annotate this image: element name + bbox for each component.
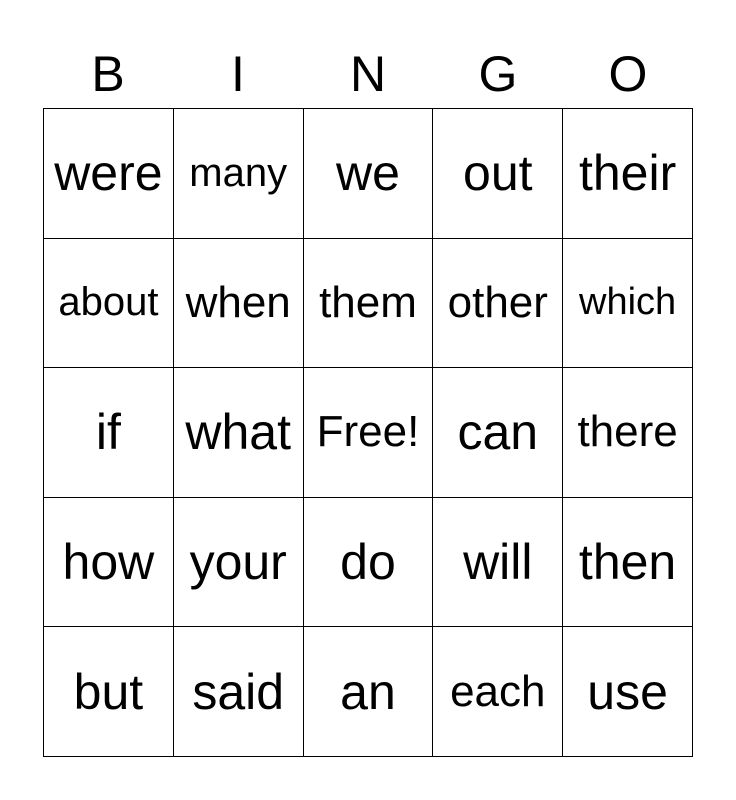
header-letter-n: N bbox=[349, 46, 387, 102]
bingo-board bbox=[43, 108, 693, 757]
bingo-cell: but bbox=[44, 627, 174, 757]
bingo-cell: will bbox=[433, 498, 563, 628]
bingo-cell: if bbox=[44, 368, 174, 498]
bingo-cell: then bbox=[563, 498, 693, 628]
header-letter-g: G bbox=[478, 46, 518, 102]
free-space-cell: Free! bbox=[304, 368, 434, 498]
bingo-cell: out bbox=[433, 109, 563, 239]
bingo-cell: can bbox=[433, 368, 563, 498]
bingo-cell: an bbox=[304, 627, 434, 757]
header-letter-b: B bbox=[91, 46, 125, 102]
bingo-cell: we bbox=[304, 109, 434, 239]
bingo-cell: what bbox=[174, 368, 304, 498]
bingo-cell: when bbox=[174, 239, 304, 369]
bingo-header bbox=[43, 44, 693, 104]
bingo-cell: there bbox=[563, 368, 693, 498]
bingo-cell: do bbox=[304, 498, 434, 628]
bingo-cell: were bbox=[44, 109, 174, 239]
bingo-cell: use bbox=[563, 627, 693, 757]
bingo-cell: each bbox=[433, 627, 563, 757]
bingo-cell: said bbox=[174, 627, 304, 757]
bingo-cell: which bbox=[563, 239, 693, 369]
bingo-cell: your bbox=[174, 498, 304, 628]
bingo-cell: many bbox=[174, 109, 304, 239]
bingo-cell: how bbox=[44, 498, 174, 628]
bingo-cell: other bbox=[433, 239, 563, 369]
header-letter-i: I bbox=[231, 46, 245, 102]
header-letter-o: O bbox=[608, 46, 648, 102]
bingo-cell: about bbox=[44, 239, 174, 369]
bingo-cell: their bbox=[563, 109, 693, 239]
bingo-cell: them bbox=[304, 239, 434, 369]
